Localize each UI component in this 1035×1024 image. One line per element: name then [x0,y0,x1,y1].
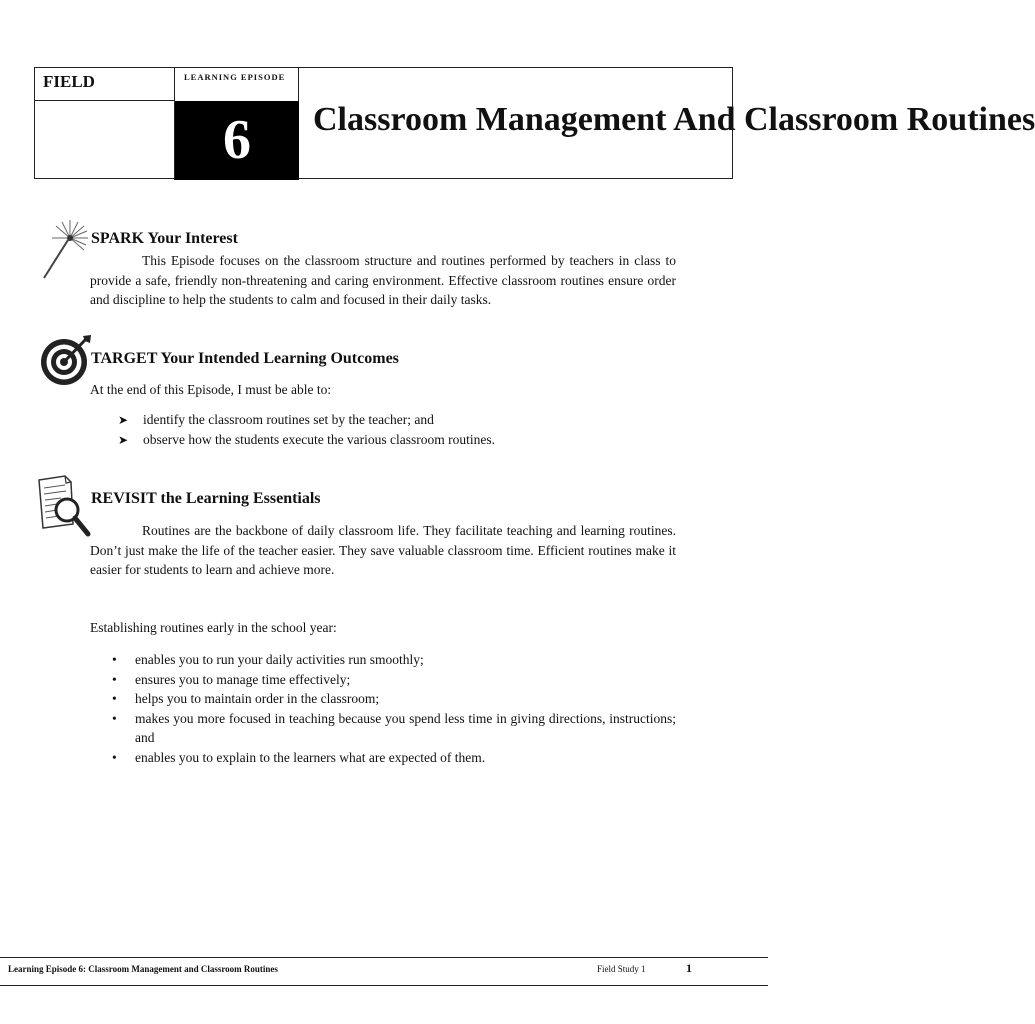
page-title: Classroom Management And Classroom Routines [313,101,1035,138]
outcome-text: identify the classroom routines set by the teacher; and [143,412,434,427]
benefit-text: enables you to explain to the learners what are expected of them. [135,749,486,765]
benefit-text: ensures you to manage time effectively; [135,671,351,687]
learning-episode-label: LEARNING EPISODE [175,68,299,101]
outcome-text: observe how the students execute the various classroom routines. [143,432,496,447]
list-item [118,410,495,430]
magnifier-document-icon [35,472,93,538]
footer-top-rule [0,957,768,958]
spark-paragraph [90,251,676,310]
footer-episode-title: Learning Episode 6: Classroom Management and Classroom Routines [8,964,278,974]
revisit-heading: REVISIT the Learning Essentials [91,490,321,507]
list-item [118,430,495,450]
spark-text: This Episode focuses on the classroom structure and routines performed by teachers in class to provide a safe, friendly non-threatening and caring environment. Effective classroom routines ensure order and discipline to help the students to calm and focused in their daily tasks. [90,253,676,307]
benefit-text: makes you more focused in teaching because you spend less time in giving directions, instructions; and [135,710,676,745]
revisit-lead: Establishing routines early in the school year: [90,620,337,635]
bullet-icon: • [112,710,117,726]
outcomes-list [118,410,495,450]
list-item [112,709,676,748]
target-icon [39,333,93,387]
footer-course: Field Study 1 [597,964,646,974]
target-lead: At the end of this Episode, I must be able to: [90,382,332,397]
spark-heading: SPARK Your Interest [91,230,238,247]
list-item [112,689,676,709]
bullet-icon: • [112,691,117,706]
revisit-paragraph [90,521,676,580]
sparkler-icon [38,218,90,282]
bullet-icon: • [112,652,117,667]
target-heading: TARGET Your Intended Learning Outcomes [91,350,399,367]
list-item [112,670,676,690]
field-blank-cell [35,101,175,180]
page-number: 1 [686,961,692,975]
field-label: FIELD [35,68,175,101]
benefit-text: helps you to maintain order in the classroom; [135,691,380,706]
arrow-bullet-icon: ➤ [118,433,129,447]
episode-header [34,67,1035,179]
footer-bottom-rule [0,985,768,986]
arrow-bullet-icon: ➤ [118,413,129,427]
list-item [112,748,676,768]
routines-benefits-list [112,650,676,767]
benefit-text: enables you to run your daily activities run smoothly; [135,652,424,667]
episode-number: 6 [175,101,299,180]
revisit-text: Routines are the backbone of daily classroom life. They facilitate teaching and learning routines. Don’t just make the life of the teacher easier. They save valuable classroom time. Efficient routines make it easier for students to learn and achieve more. [90,523,676,577]
bullet-icon: • [112,749,117,765]
list-item [112,650,676,670]
bullet-icon: • [112,671,117,687]
